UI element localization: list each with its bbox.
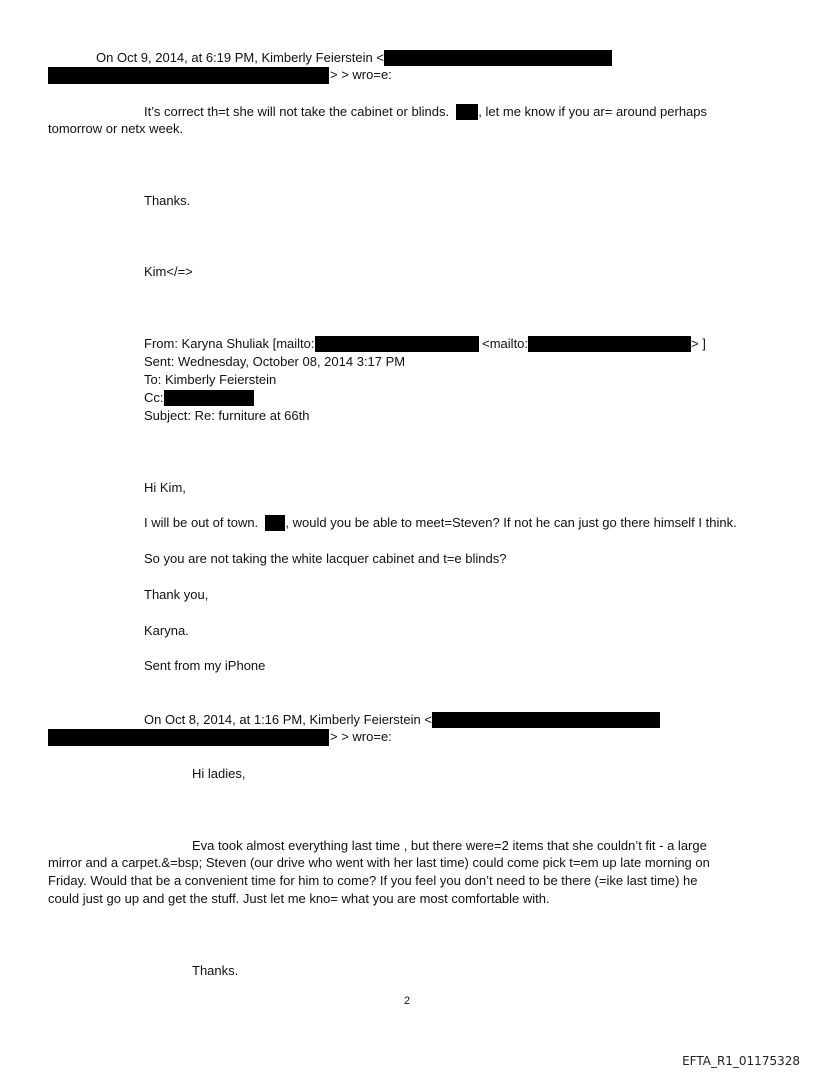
redaction-block	[48, 67, 329, 84]
email1-header-suffix: > > wro=e:	[330, 67, 392, 82]
email2-to: To: Kimberly Feierstein	[144, 372, 277, 387]
redaction-block	[265, 515, 285, 531]
email3-header: On Oct 8, 2014, at 1:16 PM, Kimberly Feierstein <	[144, 712, 660, 728]
bates-id: EFTA_R1_01175328	[682, 1054, 800, 1068]
email3-header-suffix: > > wro=e:	[330, 729, 392, 744]
email2-cc: Cc:	[144, 390, 254, 406]
email3-para-line4: could just go up and get the stuff. Just let me kno= what you are most comfortable with.	[48, 891, 550, 906]
redaction-block	[432, 712, 660, 728]
email1-header: On Oct 9, 2014, at 6:19 PM, Kimberly Feierstein <	[96, 50, 612, 66]
email1-signature: Kim</=>	[144, 264, 193, 279]
redaction-block	[528, 336, 691, 352]
redaction-block	[164, 390, 254, 406]
email2-sent: Sent: Wednesday, October 08, 2014 3:17 PM	[144, 354, 406, 369]
redaction-block	[48, 729, 329, 746]
email2-thank-you: Thank you,	[144, 587, 209, 602]
email2-name: Karyna.	[144, 623, 189, 638]
redaction-block	[384, 50, 612, 66]
email3-para-line1: Eva took almost everything last time , but there were=2 items that she couldn’t fit - a large	[192, 838, 707, 853]
email2-subject: Subject: Re: furniture at 66th	[144, 408, 310, 423]
email2-line2: So you are not taking the white lacquer cabinet and t=e blinds?	[144, 551, 507, 566]
redaction-block	[315, 336, 479, 352]
email3-para-line3: Friday. Would that be a convenient time for him to come? If you feel you don’t need to be there (=ike last time) he	[48, 873, 698, 888]
page-number: 2	[404, 995, 411, 1007]
email3-greeting: Hi ladies,	[192, 766, 246, 781]
email2-line1: I will be out of town. , would you be able to meet=Steven? If not he can just go there himself I think.	[144, 515, 737, 530]
email1-body-line2: tomorrow or netx week.	[48, 121, 184, 136]
email3-para-line2: mirror and a carpet.&=bsp; Steven (our drive who went with her last time) could come pick t=em up late morning on	[48, 855, 710, 870]
email2-greeting: Hi Kim,	[144, 480, 186, 495]
email2-from: From: Karyna Shuliak [mailto: <mailto: > ]	[144, 336, 706, 351]
email3-thanks: Thanks.	[192, 963, 239, 978]
redaction-block	[456, 104, 478, 120]
email1-body-line1: It’s correct th=t she will not take the cabinet or blinds. , let me know if you ar= around perhaps	[144, 104, 708, 119]
email2-sent-from: Sent from my iPhone	[144, 658, 266, 673]
email1-thanks: Thanks.	[144, 193, 191, 208]
